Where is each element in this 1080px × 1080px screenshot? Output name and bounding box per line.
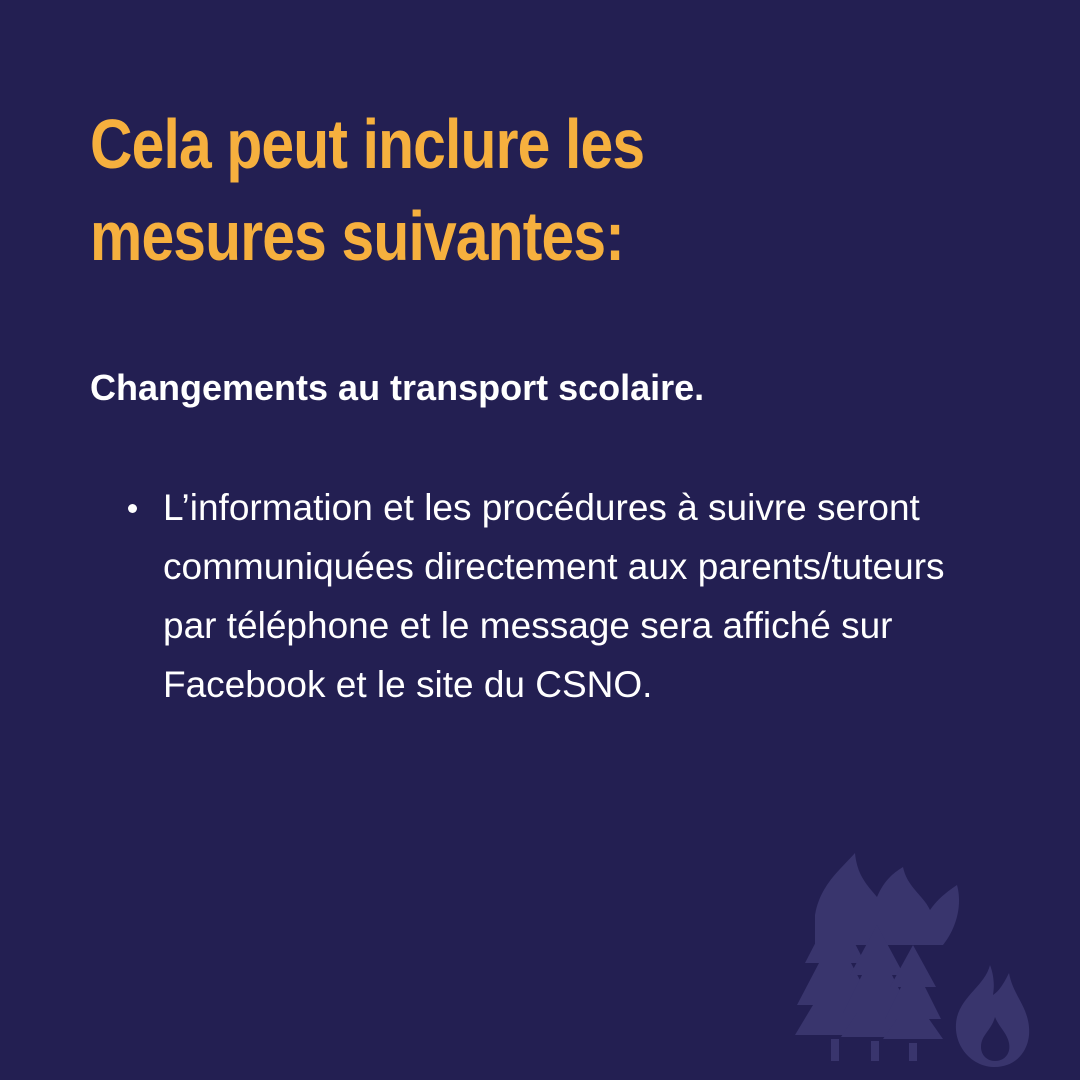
list-item-text: L’information et les procédures à suivre seront communiquées directement aux parents/tuteurs par téléphone et le message sera affiché sur Facebook et le site du CSNO. — [163, 487, 945, 705]
forest-fire-icon — [795, 845, 1030, 1070]
section-heading: Changements au transport scolaire. — [90, 367, 705, 408]
page-title: Cela peut inclure les mesures suivantes: — [90, 105, 645, 275]
bullet-list — [125, 478, 965, 714]
list-item — [125, 478, 965, 714]
bullet-dot — [128, 504, 137, 513]
